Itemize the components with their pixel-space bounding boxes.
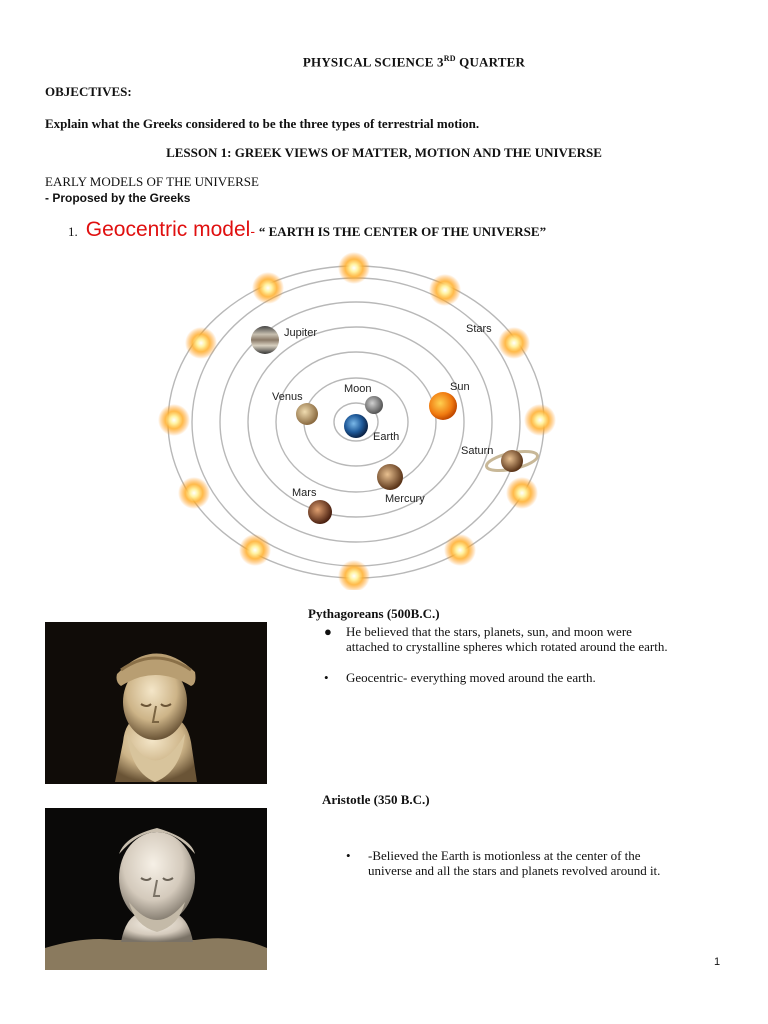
bullet-line: Geocentric- everything moved around the earth. bbox=[346, 670, 596, 685]
label-venus: Venus bbox=[272, 391, 303, 403]
label-earth: Earth bbox=[373, 431, 400, 443]
geocentric-heading bbox=[68, 218, 546, 242]
bullet-icon: ● bbox=[324, 624, 332, 639]
star-icon bbox=[506, 477, 538, 509]
pythagoreans-title: Pythagoreans (500B.C.) bbox=[308, 606, 440, 621]
star-icon bbox=[429, 274, 461, 306]
geocentric-title: Geocentric model bbox=[85, 218, 251, 241]
star-icon bbox=[239, 534, 271, 566]
label-sun: Sun bbox=[450, 381, 470, 393]
star-icon bbox=[444, 534, 476, 566]
bullet-line: -Believed the Earth is motionless at the center of the bbox=[368, 848, 641, 863]
venus-icon bbox=[296, 403, 318, 425]
pythagoreans-bullet-2 bbox=[324, 670, 744, 688]
page-number: 1 bbox=[714, 956, 721, 968]
document-title bbox=[0, 54, 768, 70]
jupiter-icon bbox=[251, 326, 279, 354]
bullet-line: attached to crystalline spheres which rotated around the earth. bbox=[346, 639, 668, 654]
label-jupiter: Jupiter bbox=[284, 327, 318, 339]
objectives-text: Explain what the Greeks considered to be the three types of terrestrial motion. bbox=[45, 116, 480, 131]
label-stars: Stars bbox=[466, 323, 492, 335]
title-superscript: RD bbox=[443, 54, 456, 63]
aristotle-portrait bbox=[45, 808, 267, 970]
earth-icon bbox=[344, 414, 368, 438]
early-models-subheading: - Proposed by the Greeks bbox=[45, 191, 191, 205]
star-icon bbox=[252, 272, 284, 304]
star-icon bbox=[338, 252, 370, 284]
star-icon bbox=[185, 327, 217, 359]
bullet-icon: • bbox=[346, 848, 351, 863]
star-icon bbox=[498, 327, 530, 359]
early-models-heading: EARLY MODELS OF THE UNIVERSE bbox=[45, 174, 259, 189]
mercury-icon bbox=[377, 464, 403, 490]
title-suffix: QUARTER bbox=[455, 54, 526, 70]
label-moon: Moon bbox=[344, 383, 372, 395]
star-icon bbox=[524, 404, 556, 436]
bullet-icon: • bbox=[324, 670, 329, 685]
geocentric-model-diagram bbox=[158, 250, 558, 590]
list-number: 1. bbox=[68, 224, 78, 239]
geocentric-quote: “ EARTH IS THE CENTER OF THE UNIVERSE” bbox=[258, 224, 547, 239]
bullet-line: He believed that the stars, planets, sun, and moon were bbox=[346, 624, 632, 639]
geocentric-dash: - bbox=[250, 223, 259, 239]
label-mars: Mars bbox=[292, 487, 317, 499]
pythagoras-portrait bbox=[45, 622, 267, 784]
title-main: PHYSICAL SCIENCE 3 bbox=[302, 54, 444, 70]
mars-icon bbox=[308, 500, 332, 524]
aristotle-title: Aristotle (350 B.C.) bbox=[322, 792, 430, 807]
pythagoreans-bullet-1 bbox=[324, 624, 744, 658]
sun-icon bbox=[429, 392, 457, 420]
moon-icon bbox=[365, 396, 383, 414]
aristotle-bullet-1 bbox=[346, 848, 746, 882]
bullet-line: universe and all the stars and planets revolved around it. bbox=[368, 863, 661, 878]
label-saturn: Saturn bbox=[461, 445, 494, 457]
star-icon bbox=[178, 477, 210, 509]
objectives-heading: OBJECTIVES: bbox=[45, 84, 132, 99]
label-mercury: Mercury bbox=[385, 493, 425, 505]
star-icon bbox=[338, 560, 370, 590]
lesson-title: LESSON 1: GREEK VIEWS OF MATTER, MOTION AND THE UNIVERSE bbox=[166, 145, 602, 160]
star-icon bbox=[158, 404, 190, 436]
